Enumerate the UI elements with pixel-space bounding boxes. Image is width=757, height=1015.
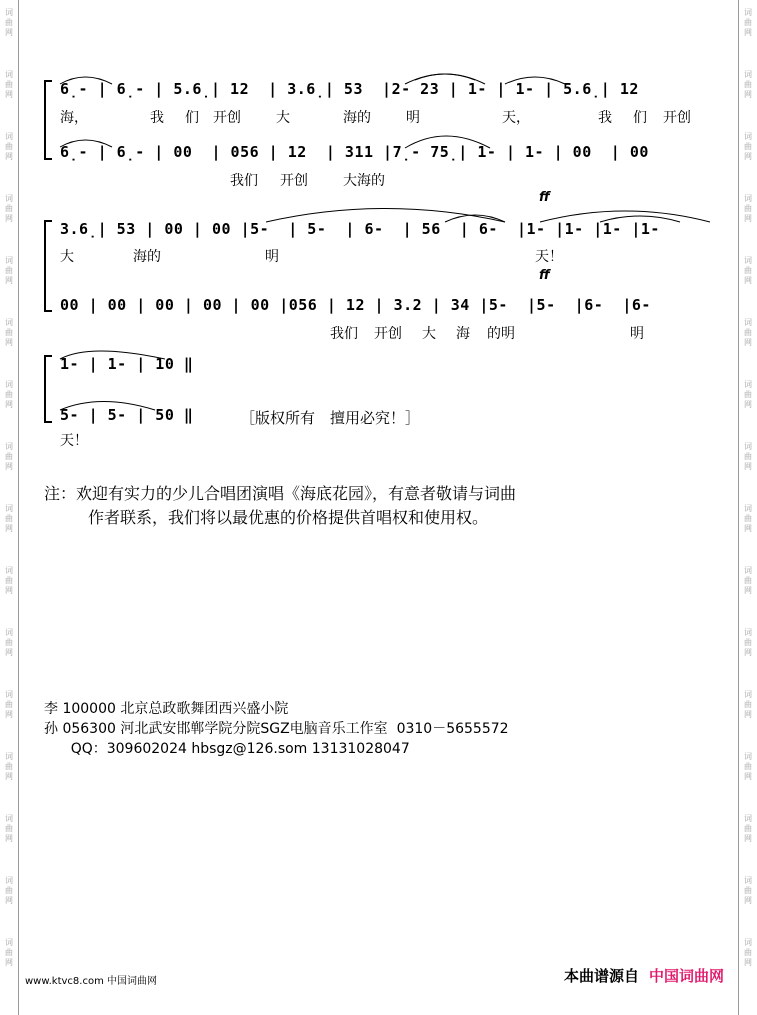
system-2-lower-notes: 00 | 00 | 00 | 00 | 00 |056 | 12 | 3.2 | 34 |5- |5- |6- |6- — [60, 296, 651, 314]
watermark-mark: 词 曲 网 — [744, 566, 752, 595]
note-label: 注： — [44, 484, 77, 503]
footer-source — [564, 965, 724, 986]
lyric-word: 海 — [456, 326, 470, 342]
note-line-1 — [44, 482, 516, 506]
lyric-word: 们 — [633, 110, 647, 126]
footer-brand: 中国词曲网 — [648, 967, 724, 985]
watermark-mark: 词 曲 网 — [744, 628, 752, 657]
note-line-2: 作者联系，我们将以最优惠的价格提供首唱权和使用权。 — [88, 508, 489, 527]
lyric-word: 海， — [60, 110, 88, 126]
watermark-mark: 词 曲 网 — [5, 876, 13, 905]
watermark-mark: 词 曲 网 — [5, 318, 13, 347]
watermark-mark: 词 曲 网 — [5, 8, 13, 37]
lyric-word: 天， — [502, 110, 530, 126]
watermark-mark: 词 曲 网 — [5, 380, 13, 409]
lyric-word: 我们 — [230, 173, 258, 189]
contact-li: 李 100000 北京总政歌舞团西兴盛小院 — [44, 701, 289, 717]
copyright-notice: ［版权所有 擅用必究！］ — [240, 409, 421, 427]
lyric-word: 大 — [60, 249, 74, 265]
watermark-mark: 词 曲 网 — [5, 752, 13, 781]
lyric-word: 我们 — [330, 326, 358, 342]
watermark-mark: 词 曲 网 — [744, 70, 752, 99]
watermark-mark: 词 曲 网 — [744, 876, 752, 905]
watermark-mark: 词 曲 网 — [744, 380, 752, 409]
watermark-mark: 词 曲 网 — [5, 938, 13, 967]
watermark-mark: 词 曲 网 — [5, 628, 13, 657]
watermark-mark: 词 曲 网 — [744, 504, 752, 533]
watermark-mark: 词 曲 网 — [744, 442, 752, 471]
watermark-mark: 词 曲 网 — [744, 256, 752, 285]
watermark-mark: 词 曲 网 — [744, 318, 752, 347]
watermark-mark: 词 曲 网 — [5, 442, 13, 471]
lyric-word: 开创 — [374, 326, 402, 342]
dynamic-ff-lower: ff — [539, 268, 550, 283]
lyric-word: 大 — [276, 110, 290, 126]
note-text-1: 欢迎有实力的少儿合唱团演唱《海底花园》，有意者敬请与词曲 — [76, 484, 517, 503]
lyric-word: 们 — [185, 110, 199, 126]
lyric-word: 的明 — [487, 326, 515, 342]
lyric-word: 天！ — [535, 249, 563, 265]
watermark-mark: 词 曲 网 — [744, 690, 752, 719]
lyric-word: 海的 — [343, 110, 371, 126]
system-3-upper-notes: 1- | 1- | 10 ‖ — [60, 355, 194, 373]
lyric-word: 开创 — [663, 110, 691, 126]
lyric-word: 开创 — [213, 110, 241, 126]
watermark-mark: 词 曲 网 — [5, 70, 13, 99]
lyric-word: 我 — [150, 110, 164, 126]
slur-arcs — [0, 0, 757, 460]
watermark-mark: 词 曲 网 — [744, 194, 752, 223]
system-3-lyric: 天！ — [60, 433, 88, 449]
lyric-word: 明 — [265, 249, 279, 265]
contact-qq: QQ：309602024 hbsgz@126.som 13131028047 — [44, 741, 410, 757]
watermark-mark: 词 曲 网 — [5, 194, 13, 223]
lyric-word: 大 — [422, 326, 436, 342]
watermark-mark: 词 曲 网 — [5, 814, 13, 843]
watermark-mark: 词 曲 网 — [744, 752, 752, 781]
watermark-mark: 词 曲 网 — [744, 814, 752, 843]
watermark-mark: 词 曲 网 — [744, 132, 752, 161]
dynamic-ff-upper: ff — [539, 190, 550, 205]
watermark-mark: 词 曲 网 — [744, 938, 752, 967]
lyric-word: 海的 — [133, 249, 161, 265]
watermark-mark: 词 曲 网 — [5, 132, 13, 161]
footer-source-label: 本曲谱源自 — [563, 967, 639, 985]
lyric-word: 明 — [630, 326, 644, 342]
contact-sun: 孙 056300 河北武安邯郸学院分院SGZ电脑音乐工作室 0310－5655572 — [44, 721, 509, 737]
lyric-word: 开创 — [280, 173, 308, 189]
watermark-mark: 词 曲 网 — [5, 566, 13, 595]
lyric-word: 大海的 — [343, 173, 385, 189]
watermark-mark: 词 曲 网 — [5, 690, 13, 719]
watermark-mark: 词 曲 网 — [5, 256, 13, 285]
system-3-lower-notes: 5- | 5- | 50 ‖ — [60, 406, 194, 424]
watermark-mark: 词 曲 网 — [5, 504, 13, 533]
system-1-lower-notes: 6̣- | 6̣- | 00 | 056 | 12 | 311 |7̣- 75̣| 1- | 1- | 00 | 00 — [60, 143, 649, 161]
system-1-upper-notes: 6̣- | 6̣- | 5.6̣| 12 | 3.6̣| 53 |2- 23 | 1- | 1- | 5.6̣| 12 — [60, 80, 639, 98]
lyric-word: 我 — [598, 110, 612, 126]
footer-site: www.ktvc8.com 中国词曲网 — [25, 976, 158, 987]
system-2-upper-notes: 3.6̣| 53 | 00 | 00 |5- | 5- | 6- | 56 | 6- |1- |1- |1- |1- — [60, 220, 660, 238]
lyric-word: 明 — [406, 110, 420, 126]
watermark-mark: 词 曲 网 — [744, 8, 752, 37]
